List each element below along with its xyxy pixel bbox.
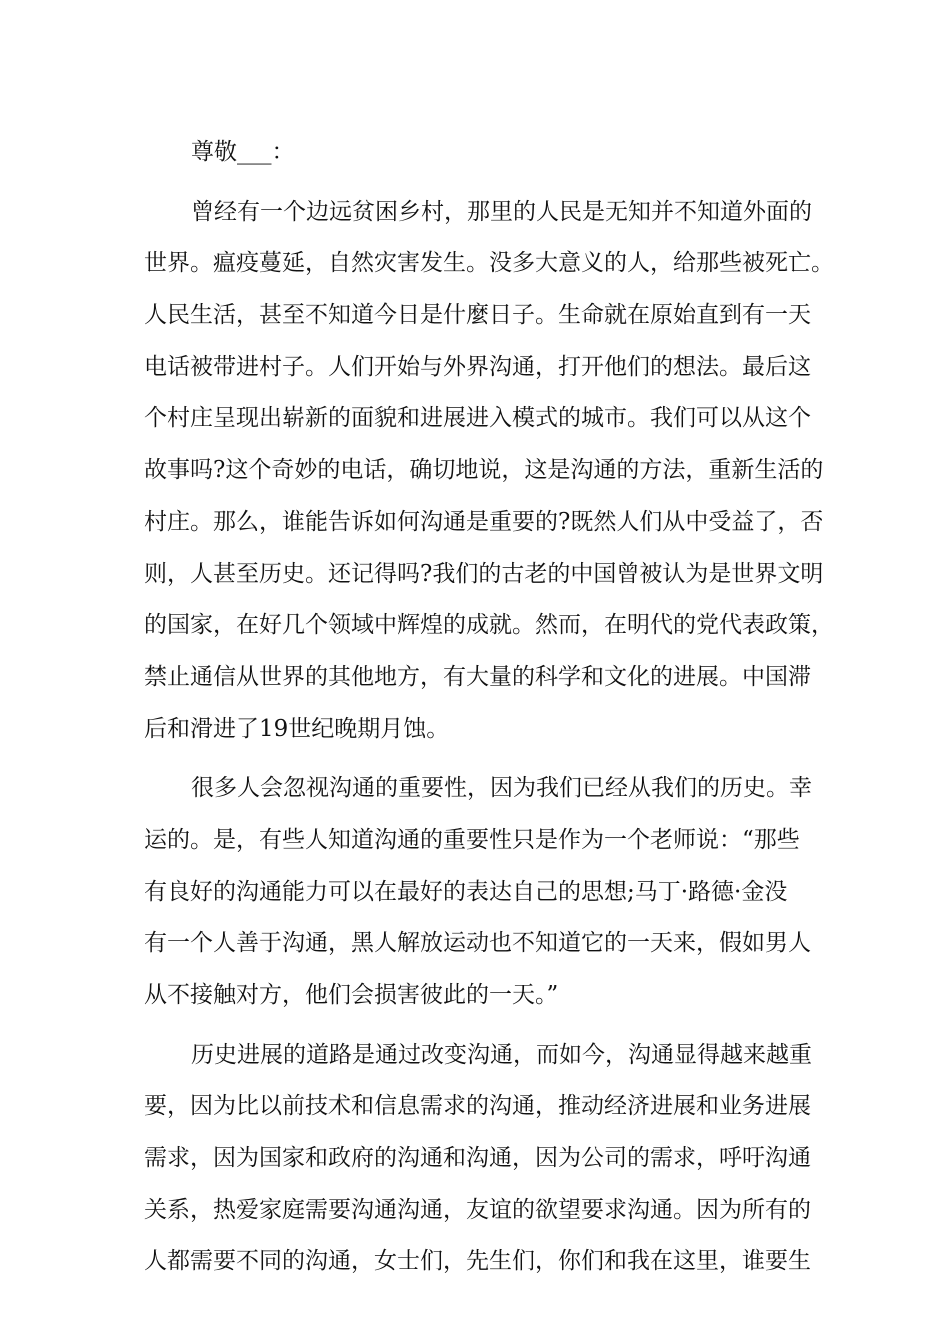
paragraph-line: 曾经有一个边远贫困乡村，那里的人民是无知并不知道外面的 xyxy=(191,198,812,225)
paragraph-line: 人民生活，甚至不知道今日是什麼日子。生命就在原始直到有一天 xyxy=(144,302,811,329)
paragraph-line: 有一个人善于沟通，黑人解放运动也不知道它的一天来，假如男人 xyxy=(144,930,811,957)
paragraph-line: 故事吗?这个奇妙的电话，确切地说，这是沟通的方法，重新生活的 xyxy=(144,457,824,484)
paragraph-line: 电话被带进村子。人们开始与外界沟通，打开他们的想法。最后这 xyxy=(144,353,811,380)
paragraph-line: 关系，热爱家庭需要沟通沟通，友谊的欲望要求沟通。因为所有的 xyxy=(144,1196,811,1223)
paragraph-line: 则，人甚至历史。还记得吗?我们的古老的中国曾被认为是世界文明 xyxy=(144,560,824,587)
paragraph-line: 世界。瘟疫蔓延，自然灾害发生。没多大意义的人，给那些被死亡。 xyxy=(144,250,834,277)
salutation: 尊敬___： xyxy=(191,139,295,165)
paragraph-spacer xyxy=(144,755,820,763)
paragraph-line: 需求，因为国家和政府的沟通和沟通，因为公司的需求，呼吁沟通 xyxy=(144,1145,811,1172)
paragraph-3 xyxy=(144,1030,820,1288)
paragraph-line: 后和滑进了19世纪晚期月蚀。 xyxy=(144,715,450,742)
paragraph-line: 从不接触对方，他们会损害彼此的一天。” xyxy=(144,982,559,1008)
paragraph-line: 人都需要不同的沟通，女士们，先生们，你们和我在这里，谁要生 xyxy=(144,1248,811,1275)
paragraph-line: 历史进展的道路是通过改变沟通，而如今，沟通显得越来越重 xyxy=(191,1041,812,1068)
paragraph-line: 村庄。那么，谁能告诉如何沟通是重要的?既然人们从中受益了，否 xyxy=(144,508,824,535)
paragraph-line: 运的。是，有些人知道沟通的重要性只是作为一个老师说：“那些 xyxy=(144,826,800,853)
paragraph-line: 的国家，在好几个领域中辉煌的成就。然而，在明代的党代表政策， xyxy=(144,612,834,639)
paragraph-2 xyxy=(144,763,820,1021)
document-body xyxy=(144,127,834,1288)
paragraph-line: 很多人会忽视沟通的重要性，因为我们已经从我们的历史。幸 xyxy=(191,775,812,802)
paragraph-spacer xyxy=(144,1022,820,1030)
paragraph-line: 禁止通信从世界的其他地方，有大量的科学和文化的进展。中国滞 xyxy=(144,663,811,690)
paragraph-line: 个村庄呈现出崭新的面貌和进展进入模式的城市。我们可以从这个 xyxy=(144,405,811,432)
paragraph-1 xyxy=(144,187,834,756)
paragraph-spacer xyxy=(144,179,820,187)
paragraph-line: 有良好的沟通能力可以在最好的表达自己的思想;马丁·路德·金没 xyxy=(144,878,788,905)
paragraph-line: 要，因为比以前技术和信息需求的沟通，推动经济进展和业务进展 xyxy=(144,1093,811,1120)
